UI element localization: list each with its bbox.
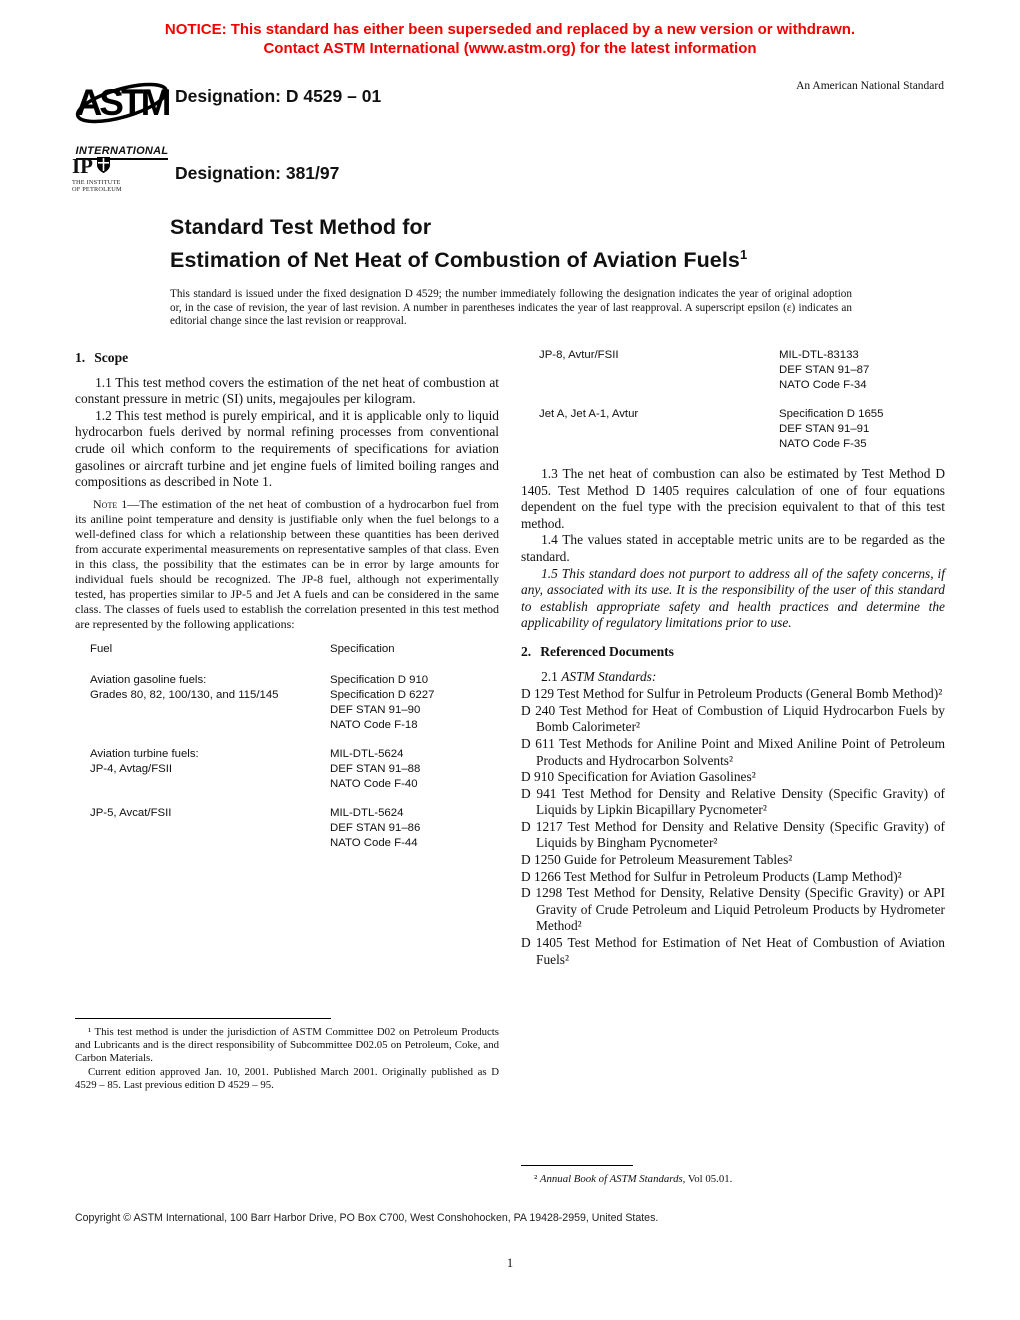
paragraph-1-2: 1.2 This test method is purely empirical, and it is applicable only to liquid hydrocarbon fuels derived by normal refining processes from conventional crude oil which conform to the requirements of specifications for aviation gasolines or aircraft turbine and jet engine fuels of limited boiling ranges and compositions as described in Note 1. xyxy=(75,407,499,490)
spec-cell-line: DEF STAN 91–90 xyxy=(330,703,421,716)
table-row xyxy=(539,407,945,452)
reference-item: D 1250 Guide for Petroleum Measurement Tables² xyxy=(521,852,793,868)
footnote-1-paragraph-2: Current edition approved Jan. 10, 2001. Published March 2001. Originally published as D 4529 – 85. Last previous edition D 4529 – 95. xyxy=(75,1065,499,1091)
copyright-line: Copyright © ASTM International, 100 Barr Harbor Drive, PO Box C700, West Conshohocken, PA 19428-2959, United States. xyxy=(75,1212,659,1224)
spec-cell-line: MIL-DTL-5624 xyxy=(330,747,404,760)
footnote-2-text: ² Annual Book of ASTM Standards, Vol 05.01. xyxy=(533,1172,733,1185)
superseded-notice xyxy=(0,20,1020,58)
document-title xyxy=(170,214,747,274)
reference-item: D 240 Test Method for Heat of Combustion of Liquid Hydrocarbon Fuels by Bomb Calorimeter² xyxy=(521,702,945,735)
section1-heading: 1. Scope xyxy=(75,350,129,365)
spec-cell-line: Specification D 1655 xyxy=(779,408,884,420)
document-title-line2: Estimation of Net Heat of Combustion of Aviation Fuels$^1$ xyxy=(170,247,748,273)
spec-cell-line: DEF STAN 91–86 xyxy=(330,821,421,834)
fuel-cell-line: Grades 80, 82, 100/130, and 115/145 xyxy=(90,688,279,701)
section2-heading: 2. Referenced Documents xyxy=(521,643,674,659)
document-body xyxy=(75,348,945,1186)
fuel-cell-line: Aviation turbine fuels: xyxy=(90,747,199,760)
american-national-standard-note: An American National Standard xyxy=(796,80,944,92)
reference-item: D 910 Specification for Aviation Gasolines² xyxy=(521,769,756,785)
spec-cell-line: Specification D 6227 xyxy=(330,688,435,701)
ip-logo-text: IP xyxy=(72,154,93,178)
designation-astm: Designation: D 4529 – 01 xyxy=(175,86,382,106)
fuel-cell-line: Jet A, Jet A-1, Avtur xyxy=(539,408,639,420)
left-column xyxy=(75,348,499,1092)
superseded-notice-line1: NOTICE: This standard has either been superseded and replaced by a new version or withdrawn. xyxy=(164,21,856,38)
reference-item: D 941 Test Method for Density and Relative Density (Specific Gravity) of Liquids by Lipkin Bicapillary Pycnometer² xyxy=(521,785,945,818)
designation-ip: Designation: 381/97 xyxy=(175,163,340,183)
paragraph-1-4: 1.4 The values stated in acceptable metric units are to be regarded as the standard. xyxy=(521,532,945,564)
spec-cell-line: DEF STAN 91–91 xyxy=(779,423,870,435)
fuel-column-header: Fuel xyxy=(90,642,113,655)
spec-cell-line: NATO Code F-34 xyxy=(779,379,867,391)
reference-item: D 129 Test Method for Sulfur in Petroleum Products (General Bomb Method)² xyxy=(521,686,943,702)
spec-cell-line: MIL-DTL-5624 xyxy=(330,806,404,819)
ip-logo-subtitle xyxy=(72,179,162,193)
footnote-1 xyxy=(75,1018,499,1092)
astm-logo-international-label: INTERNATIONAL xyxy=(76,145,169,160)
fuel-cell-line: Aviation gasoline fuels: xyxy=(90,673,207,686)
spec-cell-line: NATO Code F-40 xyxy=(330,777,418,790)
paragraph-1-3: 1.3 The net heat of combustion can also be estimated by Test Method D 1405. Test Method D 1405 requires calculation of one of four equations dependent on the fuel type with the precision equivalent to that of this test method. xyxy=(521,466,945,531)
footnote-2 xyxy=(521,1165,945,1186)
spec-cell-line: NATO Code F-35 xyxy=(779,438,867,450)
fuel-cell-line: JP-4, Avtag/FSII xyxy=(90,762,173,775)
table-row xyxy=(90,806,499,851)
ip-logo-subtitle-line2: OF PETROLEUM xyxy=(72,186,122,193)
ip-shield-icon xyxy=(96,156,111,174)
fuel-cell-line: JP-8, Avtur/FSII xyxy=(539,349,619,361)
fuel-spec-table-right xyxy=(521,348,945,466)
spec-cell-line: DEF STAN 91–87 xyxy=(779,364,870,376)
astm-logo xyxy=(72,70,172,160)
spec-cell-line: NATO Code F-18 xyxy=(330,718,418,731)
svg-text:ASTM: ASTM xyxy=(75,82,169,123)
paragraph-2-1: 2.1 ASTM Standards: xyxy=(541,668,657,684)
ip-logo xyxy=(72,156,162,193)
superseded-notice-line2: Contact ASTM International (www.astm.org) for the latest information xyxy=(263,40,757,57)
note-1: Note 1—The estimation of the net heat of combustion of a hydrocarbon fuel from its aniline point temperature and density is justifiable only when the fuel belongs to a well-defined class for which a relationship between these quantities has been derived from accurate experimental measurements on representative samples of that class. Even in this class, the possibility that the estimates can be in error by large amounts for individual fuels should be recognized. The JP-8 fuel, although not experimentally tested, has properties similar to JP-5 and Jet A fuels and can be considered in the same class. The classes of fuels used to establish the correlation presented in this test method are represented by the following applications: xyxy=(75,496,499,631)
fuel-spec-table-left xyxy=(75,642,499,865)
fuel-spec-table-header xyxy=(90,642,499,657)
title-footnote-marker: 1 xyxy=(740,247,748,262)
table-row xyxy=(90,747,499,792)
footnote-separator xyxy=(521,1165,633,1166)
spec-column-header: Specification xyxy=(330,642,395,655)
footnote-separator xyxy=(75,1018,331,1019)
reference-item: D 1298 Test Method for Density, Relative Density (Specific Gravity) or API Gravity of Crude Petroleum and Liquid Petroleum Products by Hydrometer Method² xyxy=(521,885,945,934)
spec-cell-line: NATO Code F-44 xyxy=(330,836,418,849)
paragraph-1-1: 1.1 This test method covers the estimation of the net heat of combustion at constant pressure in metric (SI) units, megajoules per kilogram. xyxy=(75,374,499,407)
document-title-line1: Standard Test Method for xyxy=(170,215,432,239)
fuel-cell-line: JP-5, Avcat/FSII xyxy=(90,806,172,819)
reference-item: D 611 Test Methods for Aniline Point and Mixed Aniline Point of Petroleum Products and Hydrocarbon Solvents² xyxy=(521,735,945,768)
spec-cell-line: Specification D 910 xyxy=(330,673,429,686)
astm-globe-icon xyxy=(74,70,170,136)
table-row xyxy=(539,348,945,393)
spec-cell-line: MIL-DTL-83133 xyxy=(779,349,859,361)
ip-logo-subtitle-line1: THE INSTITUTE xyxy=(72,179,121,186)
paragraph-1-5: 1.5 This standard does not purport to address all of the safety concerns, if any, associated with its use. It is the responsibility of the user of this standard to establish appropriate safety and health practices and determine the applicability of regulatory limitations prior to use. xyxy=(521,565,945,631)
right-column xyxy=(521,348,945,1186)
table-row xyxy=(90,673,499,733)
spec-cell-line: DEF STAN 91–88 xyxy=(330,762,421,775)
footnote-1-paragraph-1: ¹ This test method is under the jurisdiction of ASTM Committee D02 on Petroleum Products and Lubricants and is the direct responsibility of Subcommittee D02.05 on Petroleum, Coke, and Carbon Materials. xyxy=(75,1025,499,1065)
reference-item: D 1266 Test Method for Sulfur in Petroleum Products (Lamp Method)² xyxy=(521,868,902,884)
reference-item: D 1405 Test Method for Estimation of Net Heat of Combustion of Aviation Fuels² xyxy=(521,935,945,967)
page-number: 1 xyxy=(506,1256,514,1270)
reference-item: D 1217 Test Method for Density and Relative Density (Specific Gravity) of Liquids by Bingham Pycnometer² xyxy=(521,818,945,851)
issued-note: This standard is issued under the fixed designation D 4529; the number immediately following the designation indicates the year of original adoption or, in the case of revision, the year of last revision. A number in parentheses indicates the year of last reapproval. A superscript epsilon (ε) indicates an editorial change since the last revision or reapproval. xyxy=(170,288,852,328)
